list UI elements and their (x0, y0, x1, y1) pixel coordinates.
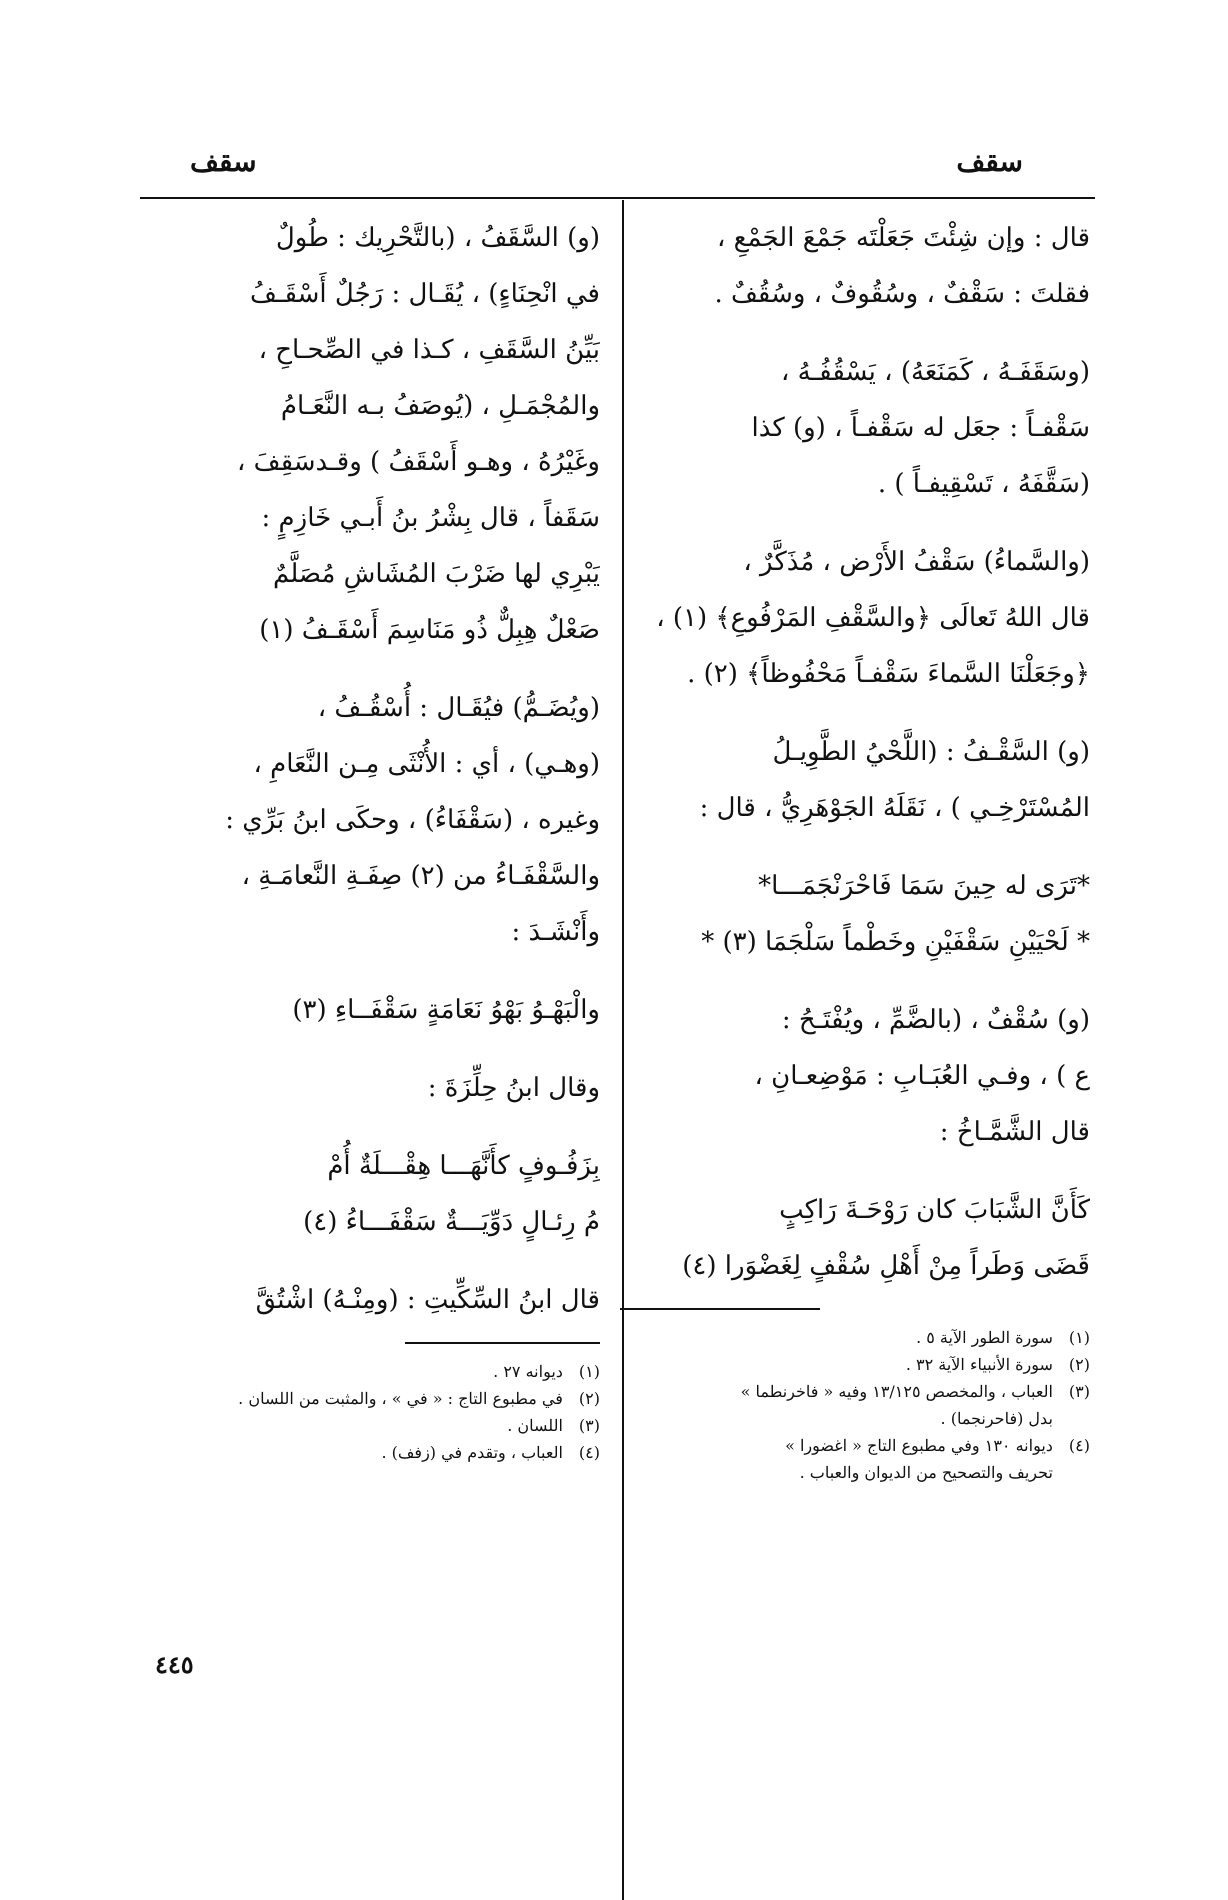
text-line: سَقَفاً ، قال بِشْرُ بنُ أَبـي خَازِمٍ : (261, 503, 600, 533)
text-line: والْبَهْـوُ بَهْوُ نَعَامَةٍ سَقْفَــاءِ (٣) (292, 995, 600, 1025)
footnote-number: (٢) (1068, 1355, 1090, 1374)
paragraph-gap (620, 702, 1090, 724)
text-line: *تَرَى له حِينَ سَمَا فَاحْرَنْجَمَـــا* (758, 871, 1090, 901)
text-line: ع ) ، وفـي العُبَـابِ : مَوْضِعـانِ ، (754, 1061, 1090, 1091)
text-line: وغَيْرُهُ ، وهـو أَسْقَفُ ) وقـدسَقِفَ ، (237, 447, 600, 477)
footnote-rule (620, 1308, 820, 1310)
running-header-right: سقف (956, 145, 1023, 178)
footnote (620, 1378, 1090, 1405)
paragraph-gap (620, 1160, 1090, 1182)
footnote-number: (٢) (578, 1389, 600, 1408)
left-column (130, 210, 600, 1466)
paragraph-gap (130, 960, 600, 982)
text-line: وغيره ، (سَقْفَاءُ) ، وحكَى ابنُ بَرِّي : (225, 805, 600, 835)
footnote-number: (٤) (578, 1443, 600, 1462)
text-line: في انْحِنَاءٍ) ، يُقَـال : رَجُلٌ أَسْقَـفُ (249, 279, 600, 309)
footnote-number: (١) (1068, 1328, 1090, 1347)
running-header-left: سقف (190, 145, 257, 178)
footnote-number: (٣) (578, 1416, 600, 1435)
footnote-text: في مطبوع التاج : « في » ، والمثبت من اللسان . (238, 1389, 563, 1408)
paragraph-gap (620, 970, 1090, 992)
text-line: صَعْلٌ هِبِلٌّ ذُو مَنَاسِمَ أَسْقَـفُ (١) (259, 615, 600, 645)
text-line: قال اللهُ تَعالَى ﴿والسَّقْفِ المَرْفُوعِ﴾ (١) ، (656, 603, 1090, 633)
footnote-text: العباب ، والمخصص ١٣/١٢٥ وفيه « فاخرنطما » (740, 1382, 1053, 1401)
text-line: وأَنْشَـدَ : (511, 917, 600, 947)
footnote (130, 1385, 600, 1412)
text-line: كَأَنَّ الشَّبَابَ كان رَوْحَـةَ رَاكِبٍ (779, 1195, 1090, 1225)
footnote-rule (405, 1342, 600, 1344)
text-line: قال الشَّمَّـاخُ : (939, 1117, 1090, 1147)
text-line: قَضَى وَطَراً مِنْ أَهْلِ سُقْفٍ لِغَضْوَرا (٤) (682, 1251, 1090, 1281)
text-line: بَيِّنُ السَّقَفِ ، كـذا في الصِّحـاحِ ، (258, 335, 600, 365)
footnote (620, 1432, 1090, 1459)
paragraph-gap (130, 1116, 600, 1138)
footnote-text: سورة الطور الآية ٥ . (916, 1328, 1053, 1347)
text-line: وقال ابنُ حِلِّزَةَ : (427, 1073, 600, 1103)
footnote-text: ديوانه ٢٧ . (493, 1362, 563, 1381)
footnote (130, 1439, 600, 1466)
footnote-text: اللسان . (507, 1416, 563, 1435)
text-line: (و) سُقْفٌ ، (بالضَّمِّ ، ويُفْتَـحُ : (781, 1005, 1090, 1035)
text-line: مُ رِئـالٍ دَوِّيَـــةٌ سَقْفَـــاءُ (٤) (303, 1207, 600, 1237)
text-line: ﴿وجَعَلْنَا السَّماءَ سَقْفـاً مَحْفُوظاً﴾ (٢) . (687, 659, 1090, 689)
text-line: المُسْتَرْخِـي ) ، نَقَلَهُ الجَوْهَرِيُّ ، قال : (699, 793, 1090, 823)
footnote (130, 1358, 600, 1385)
footnote-text: بدل (فاحرنجما) . (940, 1409, 1053, 1428)
text-line: (وسَقَفَـهُ ، كَمَنَعَهُ) ، يَسْقُفُـهُ ، (780, 357, 1090, 387)
text-line: (و) السَّقْـفُ : (اللَّحْيُ الطَّوِيـلُ (772, 737, 1090, 767)
footnote-text: سورة الأنبياء الآية ٣٢ . (905, 1355, 1053, 1374)
text-line: (ويُضَـمُّ) فيُقَـال : أُسْقُـفُ ، (317, 693, 600, 723)
paragraph-gap (130, 1250, 600, 1272)
footnote (130, 1412, 600, 1439)
text-line: والمُجْمَـلِ ، (يُوصَفُ بـه النَّعَـامُ (280, 391, 600, 421)
text-line: فقلتَ : سَقْفٌ ، وسُقُوفٌ ، وسُقُفٌ . (714, 279, 1090, 309)
page-number: ٤٤٥ (155, 1650, 194, 1679)
footnote (620, 1324, 1090, 1351)
text-line: سَقْفـاً : جعَل له سَقْفـاً ، (و) كذا (751, 413, 1090, 443)
footnote-number: (١) (578, 1362, 600, 1381)
header-rule (140, 197, 1095, 199)
text-line: (وهـي) ، أي : الأُنْثَى مِـن النَّعَامِ ، (253, 749, 600, 779)
footnote-text: تحريف والتصحيح من الديوان والعباب . (799, 1463, 1053, 1482)
footnote-number: (٤) (1068, 1436, 1090, 1455)
footnote-number: (٣) (1068, 1382, 1090, 1401)
footnote (620, 1351, 1090, 1378)
paragraph-gap (620, 512, 1090, 534)
text-line: (سَقَّفَهُ ، تَسْقِيفـاً ) . (877, 469, 1090, 499)
footnote (620, 1459, 1090, 1486)
text-line: (والسَّماءُ) سَقْفُ الأَرْض ، مُذَكَّرٌ ، (743, 547, 1090, 577)
paragraph-gap (620, 322, 1090, 344)
footnote (620, 1405, 1090, 1432)
text-line: يَبْرِي لها ضَرْبَ المُشَاشِ مُصَلَّمٌ (273, 559, 600, 589)
text-line: قال ابنُ السِّكِّيتِ : (ومِنْـهُ) اشْتُقَّ (255, 1285, 600, 1315)
footnote-text: العباب ، وتقدم في (زفف) . (381, 1443, 563, 1462)
paragraph-gap (620, 836, 1090, 858)
text-line: قال : وإن شِئْتَ جَعَلْتَه جَمْعَ الجَمْعِ ، (716, 223, 1090, 253)
paragraph-gap (130, 1038, 600, 1060)
right-column (620, 210, 1090, 1486)
paragraph-gap (130, 658, 600, 680)
text-line: والسَّقْفَـاءُ من (٢) صِفَـةِ النَّعامَـةِ ، (241, 861, 600, 891)
text-line: بِزَفُـوفٍ كأَنَّهَـــا هِقْـــلَةٌ أُمْ (327, 1151, 600, 1181)
text-line: (و) السَّقَفُ ، (بالتَّحْرِيك : طُولٌ (275, 223, 600, 253)
footnote-text: ديوانه ١٣٠ وفي مطبوع التاج « اغضورا » (785, 1436, 1053, 1455)
text-line: * لَحْيَيْنِ سَقْفَيْنِ وخَطْماً سَلْجَمَا (٣) * (701, 927, 1090, 957)
